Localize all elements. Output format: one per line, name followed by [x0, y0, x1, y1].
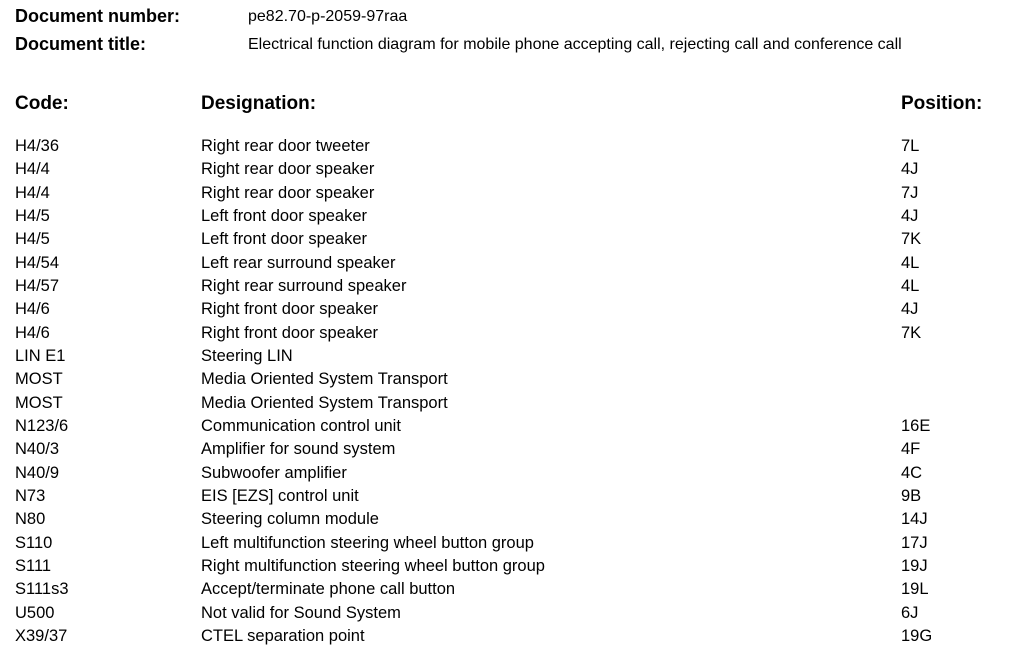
row-designation: Not valid for Sound System — [201, 603, 401, 622]
row-designation: Right rear surround speaker — [201, 276, 407, 295]
row-code: S111s3 — [15, 580, 69, 599]
table-row — [0, 557, 1022, 580]
column-header-position: Position: — [901, 93, 983, 114]
table-row — [0, 510, 1022, 533]
table-row — [0, 580, 1022, 603]
row-designation: Left front door speaker — [201, 206, 368, 225]
row-code: S111 — [15, 556, 52, 575]
row-designation: Left front door speaker — [201, 230, 368, 249]
table-row — [0, 277, 1022, 300]
row-designation: Subwoofer amplifier — [201, 463, 347, 482]
legend-table-body — [0, 137, 1022, 650]
row-position: 17J — [901, 533, 928, 552]
row-designation: Media Oriented System Transport — [201, 370, 448, 389]
document-number-value: pe82.70-p-2059-97raa — [248, 8, 408, 25]
row-designation: Media Oriented System Transport — [201, 393, 448, 412]
table-row — [0, 417, 1022, 440]
table-row — [0, 487, 1022, 510]
row-position: 19J — [901, 556, 928, 575]
row-designation: Steering LIN — [201, 346, 293, 365]
row-designation: Right rear door speaker — [201, 160, 375, 179]
table-row — [0, 230, 1022, 253]
row-designation: Right rear door tweeter — [201, 137, 370, 155]
row-code: H4/4 — [15, 183, 50, 202]
row-position: 4J — [901, 206, 919, 225]
document-title-value: Electrical function diagram for mobile phone accepting call, rejecting call and conference call — [248, 36, 902, 53]
row-position: 4C — [901, 463, 923, 482]
row-code: H4/6 — [15, 300, 50, 319]
row-position: 4J — [901, 160, 919, 179]
row-designation: Left multifunction steering wheel button group — [201, 533, 534, 552]
row-designation: Right rear door speaker — [201, 183, 375, 202]
row-designation: Amplifier for sound system — [201, 440, 396, 459]
row-designation: Right front door speaker — [201, 300, 379, 319]
row-code: MOST — [15, 393, 63, 412]
row-code: N123/6 — [15, 416, 69, 435]
row-position: 4F — [901, 440, 921, 459]
document-number-label: Document number: — [15, 6, 181, 26]
row-position: 9B — [901, 486, 922, 505]
row-code: N40/3 — [15, 440, 60, 459]
row-position: 19G — [901, 626, 933, 645]
row-code: H4/4 — [15, 160, 50, 179]
row-designation: EIS [EZS] control unit — [201, 486, 359, 505]
row-code: H4/6 — [15, 323, 50, 342]
row-code: X39/37 — [15, 626, 68, 645]
row-code: H4/5 — [15, 230, 50, 249]
row-code: MOST — [15, 370, 63, 389]
table-row — [0, 370, 1022, 393]
document-title-label: Document title: — [15, 34, 147, 54]
table-row — [0, 207, 1022, 230]
table-row — [0, 394, 1022, 417]
table-row — [0, 440, 1022, 463]
table-row — [0, 347, 1022, 370]
table-row — [0, 324, 1022, 347]
row-designation: Steering column module — [201, 510, 379, 529]
row-designation: CTEL separation point — [201, 626, 365, 645]
row-code: H4/36 — [15, 137, 60, 155]
row-position: 4L — [901, 276, 920, 295]
row-position: 16E — [901, 416, 931, 435]
row-code: H4/57 — [15, 276, 60, 295]
row-code: H4/5 — [15, 206, 50, 225]
row-position: 7K — [901, 323, 922, 342]
row-designation: Left rear surround speaker — [201, 253, 396, 272]
row-code: N73 — [15, 486, 46, 505]
row-position: 4L — [901, 253, 920, 272]
table-row — [0, 534, 1022, 557]
table-row — [0, 137, 1022, 160]
table-row — [0, 160, 1022, 183]
row-position: 7L — [901, 137, 920, 155]
table-row — [0, 254, 1022, 277]
row-position: 7K — [901, 230, 922, 249]
row-position: 6J — [901, 603, 919, 622]
row-designation: Accept/terminate phone call button — [201, 580, 456, 599]
row-code: H4/54 — [15, 253, 60, 272]
row-code: LIN E1 — [15, 346, 66, 365]
row-code: S110 — [15, 533, 53, 552]
table-row — [0, 604, 1022, 627]
row-position: 7J — [901, 183, 919, 202]
table-row — [0, 464, 1022, 487]
row-designation: Right multifunction steering wheel button group — [201, 556, 545, 575]
row-code: U500 — [15, 603, 55, 622]
row-code: N80 — [15, 510, 46, 529]
table-row — [0, 300, 1022, 323]
column-header-code: Code: — [15, 93, 69, 114]
table-row — [0, 184, 1022, 207]
row-position: 14J — [901, 510, 928, 529]
row-position: 4J — [901, 300, 919, 319]
row-designation: Right front door speaker — [201, 323, 379, 342]
column-header-designation: Designation: — [201, 93, 317, 114]
table-row — [0, 627, 1022, 650]
row-designation: Communication control unit — [201, 416, 401, 435]
row-position: 19L — [901, 580, 929, 599]
row-code: N40/9 — [15, 463, 60, 482]
